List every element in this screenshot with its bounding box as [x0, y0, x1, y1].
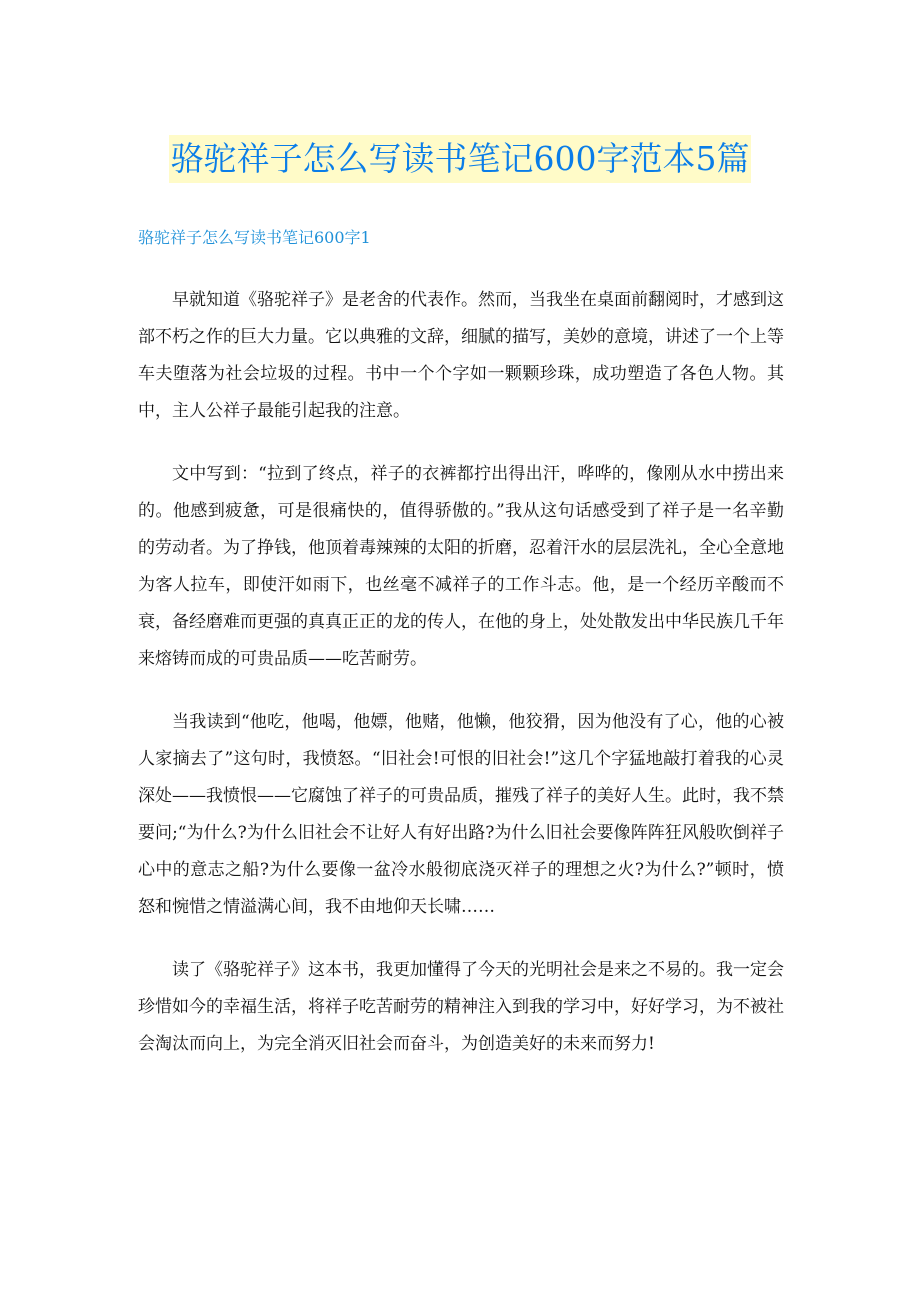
paragraph-4: 读了《骆驼祥子》这本书，我更加懂得了今天的光明社会是来之不易的。我一定会珍惜如今的幸福生活，将祥子吃苦耐劳的精神注入到我的学习中，好好学习，为不被社会淘汰而向上，为完全消灭旧社会而奋斗，为创造美好的未来而努力!	[138, 960, 784, 1054]
section-heading: 骆驼祥子怎么写读书笔记600字1	[138, 228, 371, 247]
paragraph-1: 早就知道《骆驼祥子》是老舍的代表作。然而，当我坐在桌面前翻阅时，才感到这部不朽之作的巨大力量。它以典雅的文辞，细腻的描写，美妙的意境，讲述了一个上等车夫堕落为社会垃圾的过程。书中一个个字如一颗颗珍珠，成功塑造了各色人物。其中，主人公祥子最能引起我的注意。	[138, 290, 784, 421]
paragraph-3: 当我读到“他吃，他喝，他嫖，他赌，他懒，他狡猾，因为他没有了心，他的心被人家摘去了”这句时，我愤怒。“旧社会!可恨的旧社会!”这几个字猛地敲打着我的心灵深处——我愤恨——它腐蚀了祥子的可贵品质，摧残了祥子的美好人生。此时，我不禁要问;“为什么?为什么旧社会不让好人有好出路?为什么旧社会要像阵阵狂风般吹倒祥子心中的意志之船?为什么要像一盆冷水般彻底浇灭祥子的理想之火?为什么?”顿时，愤怒和惋惜之情溢满心间，我不由地仰天长啸……	[138, 712, 784, 917]
page-title: 骆驼祥子怎么写读书笔记600字范本5篇	[169, 135, 752, 183]
title-container	[0, 135, 920, 183]
paragraph-2: 文中写到：“拉到了终点，祥子的衣裤都拧出得出汗，哗哗的，像刚从水中捞出来的。他感到疲惫，可是很痛快的，值得骄傲的。”我从这句话感受到了祥子是一名辛勤的劳动者。为了挣钱，他顶着毒辣辣的太阳的折磨，忍着汗水的层层洗礼，全心全意地为客人拉车，即使汗如雨下，也丝毫不减祥子的工作斗志。他，是一个经历辛酸而不衰，备经磨难而更强的真真正正的龙的传人，在他的身上，处处散发出中华民族几千年来熔铸而成的可贵品质——吃苦耐劳。	[138, 464, 784, 669]
article-body	[138, 282, 784, 1089]
